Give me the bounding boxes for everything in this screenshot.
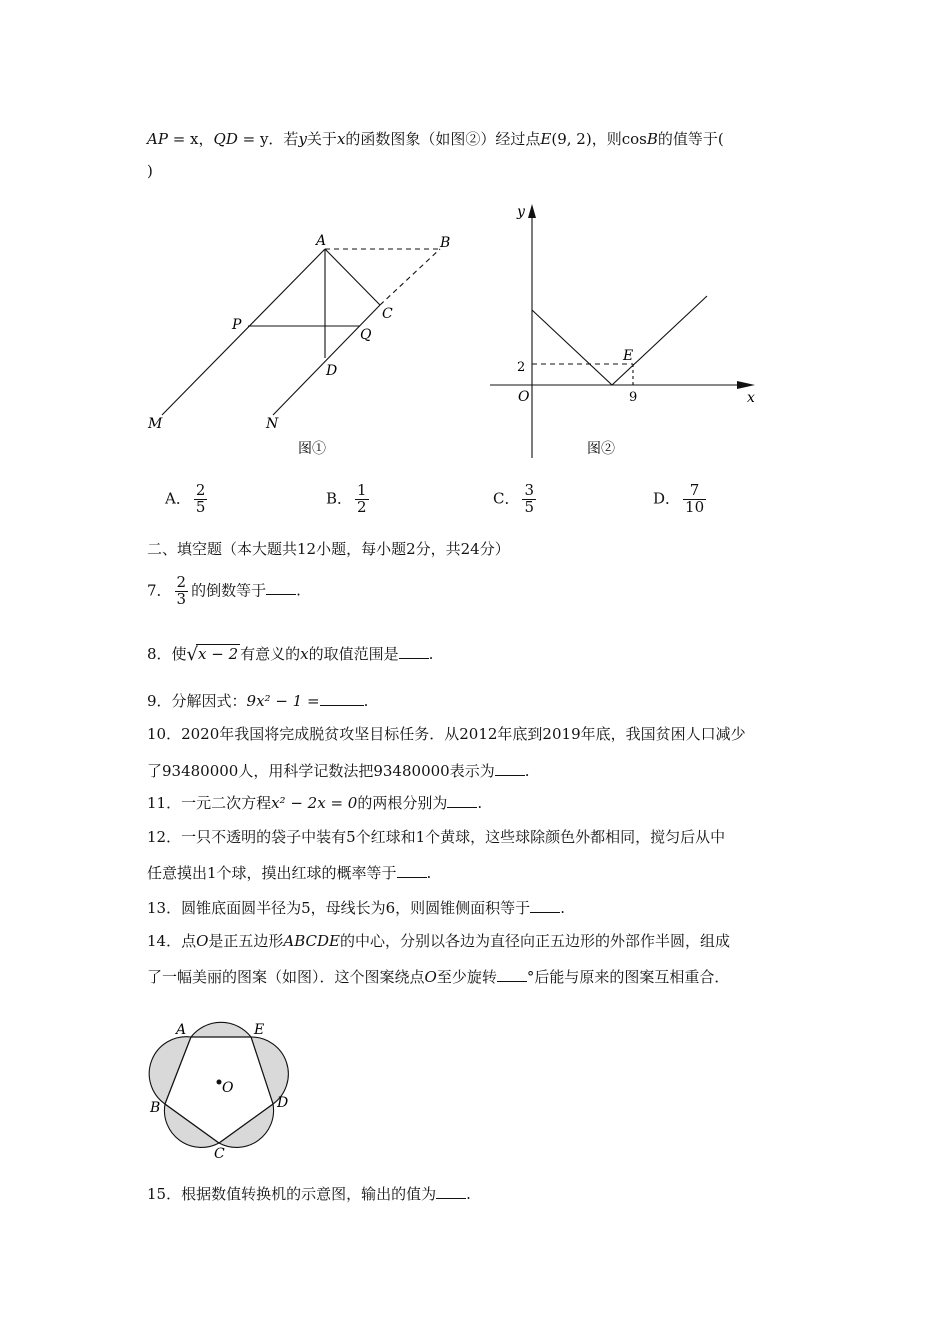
semicircle-ae	[191, 1022, 251, 1037]
q11-end: .	[477, 794, 483, 812]
question-14-line2	[147, 966, 729, 987]
label-n: N	[266, 416, 279, 432]
label-b: B	[440, 235, 451, 251]
option-c-fraction	[522, 483, 536, 516]
q7-number: 7．	[147, 581, 172, 600]
option-a-fraction	[194, 483, 208, 516]
label-b: B	[150, 1100, 161, 1116]
q9-expr: 9x² − 1 =	[246, 692, 320, 710]
label-o: O	[222, 1080, 234, 1096]
q8-number: 8．使	[147, 645, 187, 663]
var-qd: QD	[213, 130, 238, 148]
eq2: = y．若	[237, 130, 299, 148]
question-13	[147, 897, 565, 918]
point-e: E	[540, 130, 552, 148]
q14-l1a: 14．点	[147, 932, 197, 950]
line-nc	[273, 305, 380, 415]
option-a[interactable]	[165, 483, 210, 516]
question-10-line2	[147, 760, 529, 781]
figure-2	[485, 200, 770, 465]
option-b-letter: B．	[326, 489, 353, 508]
q10-end: .	[524, 762, 530, 780]
mid2: 的函数图象（如图②）经过点	[345, 130, 541, 148]
label-9: 9	[629, 390, 638, 405]
option-b-fraction	[355, 483, 369, 516]
label-c: C	[214, 1146, 225, 1160]
q15-end: .	[466, 1185, 471, 1203]
q10-answer-blank[interactable]	[495, 763, 525, 776]
function-graph	[532, 296, 707, 385]
cos: cos	[621, 130, 647, 148]
label-e: E	[254, 1022, 265, 1038]
label-e: E	[623, 348, 634, 364]
label-m: M	[148, 416, 163, 432]
q13-end: .	[560, 899, 565, 917]
mid1: 关于	[306, 130, 337, 148]
q14-abcde: ABCDE	[283, 932, 341, 950]
q12-line2-text: 任意摸出1个球，摸出红球的概率等于	[147, 864, 397, 882]
question-8	[147, 643, 433, 665]
q14-l2c: 后能与原来的图案互相重合．	[534, 968, 730, 986]
q8-end: .	[428, 645, 434, 663]
q15-text: 15．根据数值转换机的示意图，输出的值为	[147, 1185, 437, 1203]
q14-o: O	[196, 932, 209, 950]
option-d-num: 7	[683, 483, 706, 500]
question-15	[147, 1183, 471, 1204]
label-2: 2	[517, 360, 526, 375]
question-9	[147, 690, 368, 711]
option-b[interactable]	[326, 483, 372, 516]
q7-frac-den: 3	[176, 589, 187, 608]
q9-answer-blank[interactable]	[320, 693, 364, 706]
sqrt-symbol: √	[186, 644, 199, 665]
label-a: A	[176, 1022, 187, 1038]
q7-answer-blank[interactable]	[266, 582, 296, 595]
label-a: A	[316, 233, 327, 249]
q14-deg: °	[526, 968, 535, 986]
option-c[interactable]	[493, 483, 539, 516]
x-axis-arrow	[737, 381, 755, 389]
q14-answer-blank[interactable]	[497, 969, 527, 982]
q11-answer-blank[interactable]	[447, 795, 477, 808]
option-a-den: 5	[195, 497, 206, 516]
q13-answer-blank[interactable]	[530, 900, 560, 913]
label-d: D	[277, 1095, 289, 1111]
segment-ac	[325, 249, 380, 305]
figure-1	[140, 225, 480, 465]
q11-text: 11．一元二次方程	[147, 794, 272, 812]
q14-o2: O	[424, 968, 437, 986]
option-b-den: 2	[357, 497, 367, 516]
center-point-o	[217, 1080, 222, 1085]
question-12-line1: 12．一只不透明的袋子中装有5个红球和1个黄球，这些球除颜色外都相同，搅匀后从中	[147, 828, 726, 846]
q10-line2-text: 了93480000人，用科学记数法把93480000表示为	[147, 762, 495, 780]
q7-text: 的倒数等于	[191, 581, 267, 600]
q13-text: 13．圆锥底面圆半径为5，母线长为6，则圆锥侧面积等于	[147, 899, 531, 917]
segment-cb-dashed	[380, 249, 440, 305]
eq1: = x，	[167, 130, 214, 148]
label-p: P	[232, 317, 242, 333]
q12-end: .	[426, 864, 432, 882]
label-y: y	[517, 204, 525, 220]
question-12-line2	[147, 862, 431, 883]
label-d: D	[326, 363, 338, 379]
caption-fig1: 图①	[298, 441, 326, 457]
label-q: Q	[360, 327, 372, 343]
option-d-fraction	[683, 483, 706, 516]
option-c-den: 5	[524, 497, 535, 516]
q7-fraction	[175, 575, 189, 608]
q14-l2a: 了一幅美丽的图案（如图）．这个图案绕点	[147, 968, 425, 986]
q7-end: .	[296, 581, 301, 600]
label-o: O	[518, 389, 530, 405]
label-x: x	[747, 390, 755, 406]
q14-l1b: 是正五边形	[208, 932, 284, 950]
q7-frac-num: 2	[176, 573, 187, 591]
section-2-heading: 二、填空题（本大题共12小题，每小题2分，共24分）	[147, 540, 510, 558]
q6-line1	[147, 128, 724, 149]
coords: (9, 2)，则	[551, 130, 622, 148]
q8-x: x	[300, 645, 309, 663]
option-d-letter: D．	[653, 489, 681, 508]
question-10-line1: 10．2020年我国将完成脱贫攻坚目标任务．从2012年底到2019年底，我国贫困人口减少	[147, 725, 746, 743]
q11-expr: x² − 2x = 0	[271, 794, 358, 812]
option-b-num: 1	[357, 481, 367, 499]
q14-l2b: 至少旋转	[436, 968, 497, 986]
caption-fig2: 图②	[587, 441, 615, 457]
label-c: C	[382, 306, 393, 322]
option-a-num: 2	[195, 481, 206, 499]
option-d[interactable]	[653, 483, 709, 516]
option-c-letter: C．	[493, 489, 520, 508]
q12-answer-blank[interactable]	[397, 865, 427, 878]
question-7	[147, 575, 301, 608]
q8-radicand: x − 2	[198, 645, 239, 663]
q6-line2: )	[147, 162, 153, 180]
pentagon-figure	[140, 1010, 310, 1160]
q9-end: .	[363, 692, 369, 710]
question-14-line1	[147, 930, 730, 951]
angle-b: B	[646, 130, 658, 148]
y-axis-arrow	[528, 204, 536, 218]
q9-text: 9．分解因式：	[147, 692, 247, 710]
option-d-den: 10	[685, 497, 705, 516]
q8-text2: 的取值范围是	[308, 645, 399, 663]
tail: 的值等于(	[657, 130, 724, 148]
q8-answer-blank[interactable]	[399, 646, 429, 659]
line-ma	[162, 249, 325, 415]
option-a-letter: A．	[165, 489, 191, 508]
q15-answer-blank[interactable]	[436, 1186, 466, 1199]
option-c-num: 3	[524, 481, 535, 499]
q14-l1c: 的中心，分别以各边为直径向正五边形的外部作半圆，组成	[340, 932, 731, 950]
var-ap: AP	[147, 130, 168, 148]
var-y: y	[298, 130, 307, 148]
q11-text2: 的两根分别为	[357, 794, 448, 812]
var-x: x	[336, 130, 346, 148]
q8-text: 有意义的	[240, 645, 301, 663]
question-11	[147, 792, 482, 813]
